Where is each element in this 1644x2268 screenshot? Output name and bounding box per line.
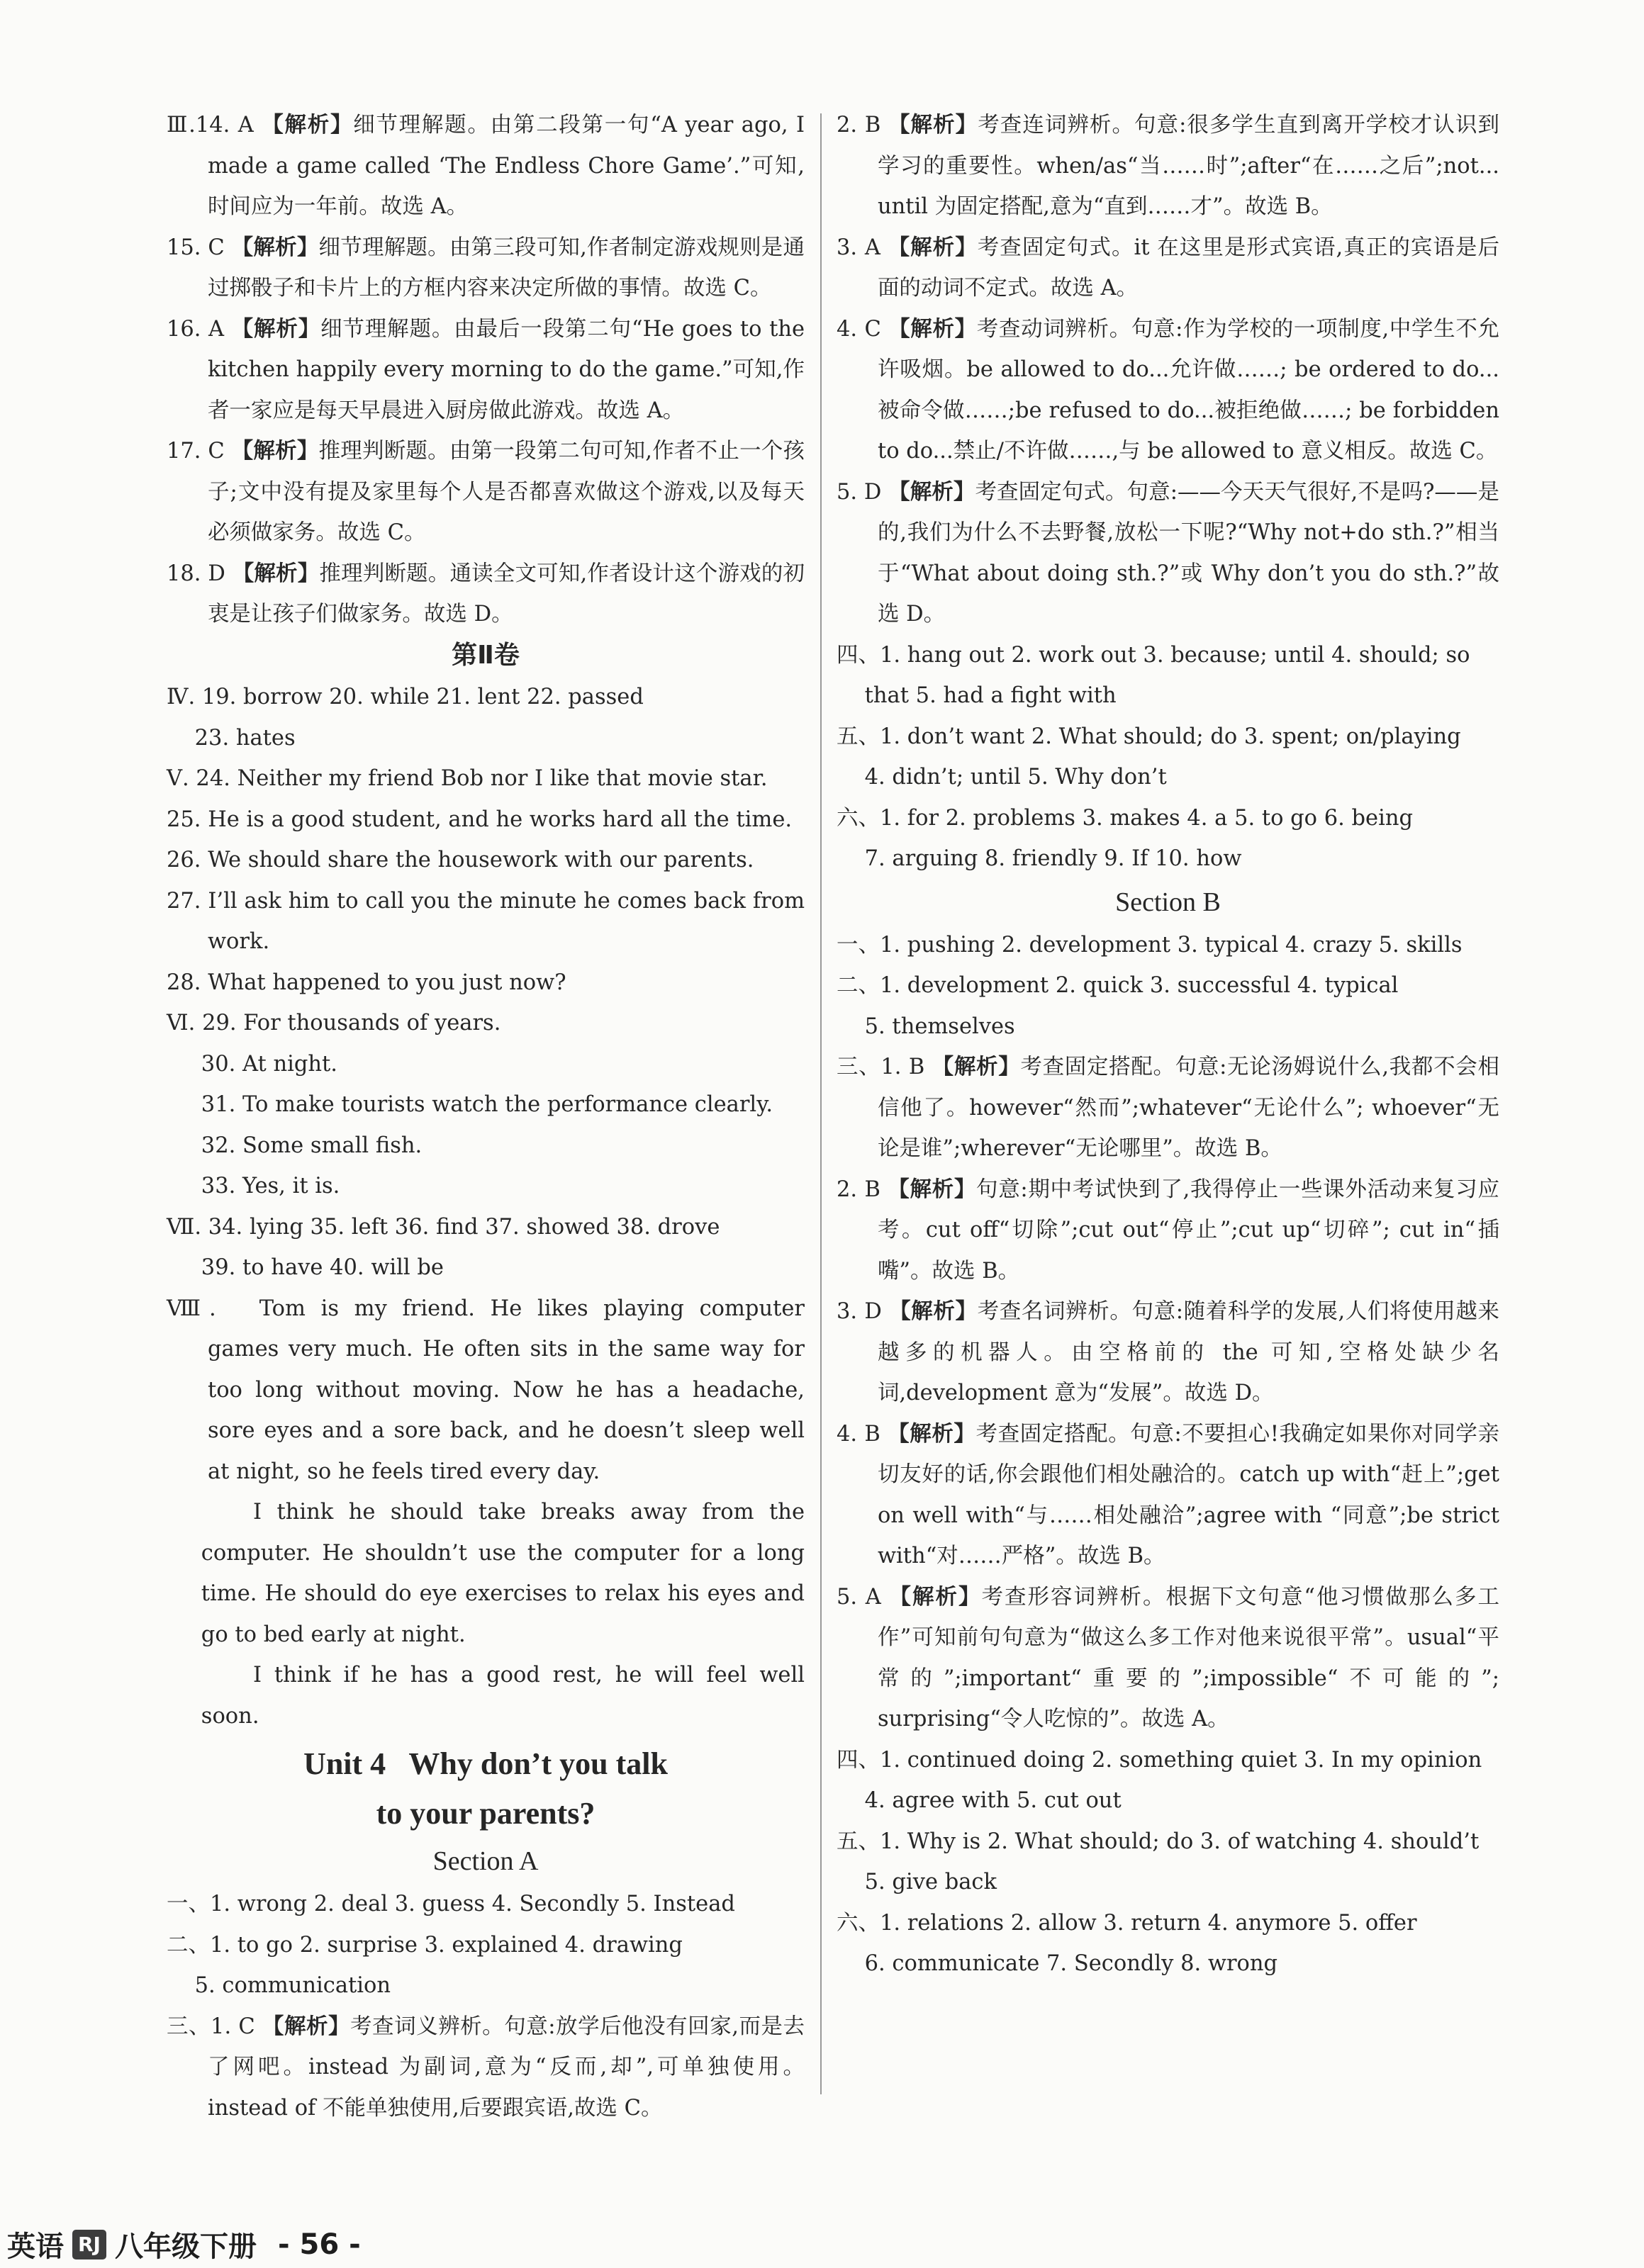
section-a-2: 二、1. to go 2. surprise 3. explained 4. drawing — [167, 1932, 683, 1958]
part-viii-essay-p2: I think he should take breaks away from the computer. He shouldn’t use the computer for a long time. He should do eye exercises to relax his eyes and go to bed early at night. — [201, 1500, 805, 1647]
section-b-1: 一、1. pushing 2. development 3. typical 4. crazy 5. skills — [837, 932, 1463, 958]
section-b-3-1: 三、1. B 【解析】考查固定搭配。句意:无论汤姆说什么,我都不会相信他了。however“然而”;whatever“无论什么”; whoever“无论是谁”;wherever“无论哪里”。故选 B。 — [837, 1055, 1499, 1161]
section-a-5: 五、1. don’t want 2. What should; do 3. spent; on/playing — [837, 724, 1461, 749]
footer-grade: 八年级下册 — [114, 2230, 257, 2263]
answer-14: Ⅲ.14. A 【解析】细节理解题。由第二段第一句“A year ago, I made a game called ‘The Endless Chore Game’.”可知,时间应为一年前。故选 A。 — [167, 113, 805, 219]
part-iv: Ⅳ. 19. borrow 20. while 21. lent 22. passed — [167, 685, 644, 709]
part-vi-29: Ⅵ. 29. For thousands of years. — [167, 1011, 501, 1035]
right-column — [837, 105, 1499, 1984]
answer-16: 16. A 【解析】细节理解题。由最后一段第二句“He goes to the kitchen happily every morning to do the game.”可知,作者一家应是每天早晨进入厨房做此游戏。故选 A。 — [167, 316, 805, 423]
part-v-27: 27. I’ll ask him to call you the minute he comes back from work. — [167, 888, 805, 954]
part-viii-essay-p1: Ⅷ. Tom is my friend. He likes playing computer games very much. He often sits in the same way for too long without moving. Now he has a headache, sore eyes and a sore back, and he doesn’t sleep well at night, so he feels tired every day. — [167, 1296, 805, 1484]
answer-a3-4: 4. C 【解析】考查动词辨析。句意:作为学校的一项制度,中学生不允许吸烟。be allowed to do...允许做……; be ordered to do...被命令做……;be refused to do...被拒绝做……; be forbidden to do...禁止/不许做……,与 be allowed to 意义相反。故选 C。 — [837, 316, 1499, 464]
part-viii-essay-p3: I think if he has a good rest, he will feel well soon. — [201, 1663, 805, 1729]
section-b-3-3: 3. D 【解析】考查名词辨析。句意:随着科学的发展,人们将使用越来越多的机器人。由空格前的 the 可知,空格处缺少名词,development 意为“发展”。故选 D。 — [837, 1299, 1499, 1405]
volume-2-heading: 第Ⅱ卷 — [452, 640, 520, 670]
part-vi-31: 31. To make tourists watch the performance clearly. — [201, 1092, 773, 1117]
part-vi-33: 33. Yes, it is. — [201, 1174, 340, 1198]
part-vi-30: 30. At night. — [201, 1051, 337, 1077]
page-footer — [7, 2224, 361, 2264]
section-a-2-cont: 5. communication — [194, 1973, 391, 1998]
section-b-6: 六、1. relations 2. allow 3. return 4. anymore 5. offer — [837, 1910, 1417, 1936]
part-iv-cont: 23. hates — [194, 725, 296, 751]
answer-15: 15. C 【解析】细节理解题。由第三段可知,作者制定游戏规则是通过掷骰子和卡片上的方框内容来决定所做的事情。故选 C。 — [167, 235, 805, 301]
section-a-6: 六、1. for 2. problems 3. makes 4. a 5. to go 6. being — [837, 805, 1414, 831]
part-vii: Ⅶ. 34. lying 35. left 36. find 37. showed 38. drove — [167, 1214, 720, 1240]
answer-18: 18. D 【解析】推理判断题。通读全文可知,作者设计这个游戏的初衷是让孩子们做家务。故选 D。 — [167, 561, 805, 627]
section-b-3-4: 4. B 【解析】考查固定搭配。句意:不要担心!我确定如果你对同学亲切友好的话,你会跟他们相处融洽的。catch up with“赶上”;get on well with“与……相处融洽”;agree with “同意”;be strict with“对……严格”。故选 B。 — [837, 1421, 1500, 1568]
answer-17: 17. C 【解析】推理判断题。由第一段第二句可知,作者不止一个孩子;文中没有提及家里每个人是否都喜欢做这个游戏,以及每天必须做家务。故选 C。 — [167, 439, 805, 545]
part-vi-32: 32. Some small fish. — [201, 1133, 423, 1158]
section-b-3-5: 5. A 【解析】考查形容词辨析。根据下文句意“他习惯做那么多工作”可知前句句意为“做这么多工作对他来说很平常”。usual“平常的”;important“重要的”;impossible“不可能的”; surprising“令人吃惊的”。故选 A。 — [837, 1584, 1499, 1731]
answer-a3-5: 5. D 【解析】考查固定句式。句意:——今天天气很好,不是吗?——是的,我们为什么不去野餐,放松一下呢?“Why not+do sth.?”相当于“What about doing sth.?”或 Why don’t you do sth.?”故选 D。 — [837, 479, 1500, 627]
section-a-5-cont: 4. didn’t; until 5. Why don’t — [864, 765, 1167, 790]
section-b-6-cont: 6. communicate 7. Secondly 8. wrong — [864, 1951, 1278, 1976]
section-b-4: 四、1. continued doing 2. something quiet 3. In my opinion — [837, 1747, 1482, 1773]
left-column — [167, 105, 805, 2128]
part-v-26: 26. We should share the housework with our parents. — [167, 848, 754, 872]
section-b-heading: Section B — [1115, 887, 1221, 917]
footer-subject: 英语 — [7, 2230, 64, 2263]
section-a-4: 四、1. hang out 2. work out 3. because; until 4. should; so — [837, 642, 1470, 668]
section-a-heading: Section A — [432, 1846, 539, 1876]
section-b-3-2: 2. B 【解析】句意:期中考试快到了,我得停止一些课外活动来复习应考。cut off“切除”;cut out“停止”;cut up“切碎”; cut in“插嘴”。故选 B。 — [837, 1177, 1499, 1284]
part-v-25: 25. He is a good student, and he works hard all the time. — [167, 807, 793, 832]
section-b-4-cont: 4. agree with 5. cut out — [864, 1788, 1122, 1813]
section-a-3-1: 三、1. C 【解析】考查词义辨析。句意:放学后他没有回家,而是去了网吧。instead 为副词,意为“反而,却”,可单独使用。instead of 不能单独使用,后要跟宾语,故选 C。 — [167, 2014, 805, 2121]
section-b-5-cont: 5. give back — [864, 1870, 997, 1894]
unit-title: Unit 4 Why don’t you talk to your parents? — [303, 1746, 668, 1831]
page-number: - 56 - — [277, 2228, 361, 2261]
section-a-1: 一、1. wrong 2. deal 3. guess 4. Secondly 5. Instead — [167, 1892, 735, 1916]
part-v-24: Ⅴ. 24. Neither my friend Bob nor I like that movie star. — [167, 766, 768, 791]
column-divider — [820, 113, 822, 2094]
section-b-2: 二、1. development 2. quick 3. successful 4. typical — [837, 973, 1399, 998]
section-a-6-cont: 7. arguing 8. friendly 9. If 10. how — [864, 846, 1242, 871]
section-a-4-cont: that 5. had a fight with — [864, 683, 1117, 708]
section-b-2-cont: 5. themselves — [864, 1014, 1015, 1039]
part-vii-cont: 39. to have 40. will be — [201, 1255, 444, 1280]
edition-badge: RJ — [72, 2230, 106, 2259]
answer-a3-2: 2. B 【解析】考查连词辨析。句意:很多学生直到离开学校才认识到学习的重要性。when/as“当……时”;after“在……之后”;not... until 为固定搭配,意为“直到……才”。故选 B。 — [837, 113, 1500, 219]
part-v-28: 28. What happened to you just now? — [167, 970, 566, 995]
section-b-5: 五、1. Why is 2. What should; do 3. of watching 4. should’t — [837, 1829, 1480, 1854]
answer-a3-3: 3. A 【解析】考查固定句式。it 在这里是形式宾语,真正的宾语是后面的动词不定式。故选 A。 — [837, 235, 1499, 301]
